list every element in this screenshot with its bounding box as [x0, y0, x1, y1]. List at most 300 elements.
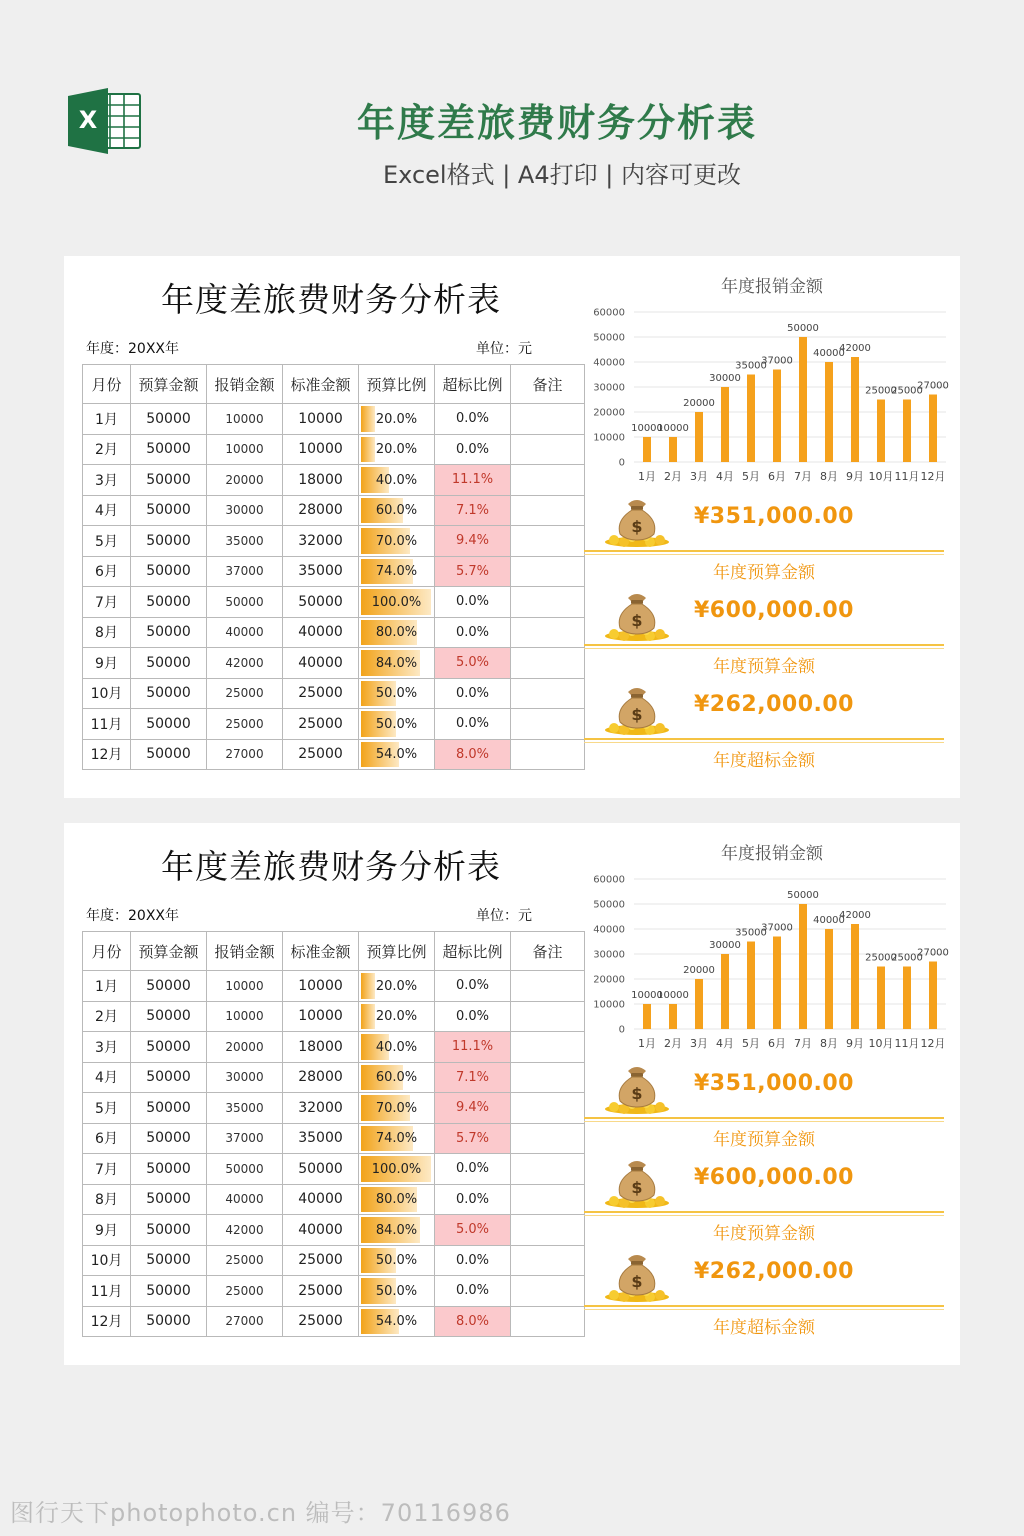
- budget-ratio-cell[interactable]: [359, 1032, 435, 1063]
- bar[interactable]: [929, 395, 937, 463]
- reimburse-cell[interactable]: 42000: [207, 648, 283, 679]
- ratio-value: 50.0%: [375, 716, 418, 732]
- x-tick-label: 10月: [868, 1037, 894, 1050]
- summary-label: 年度预算金额: [713, 1130, 815, 1150]
- month-cell[interactable]: 12月: [83, 739, 131, 770]
- y-tick-label: 0: [618, 457, 625, 469]
- month-cell[interactable]: 11月: [83, 1276, 131, 1307]
- budget-ratio-cell[interactable]: [359, 1154, 435, 1185]
- data-label: 42000: [839, 343, 871, 354]
- table-row: [83, 617, 585, 648]
- budget-cell[interactable]: 50000: [131, 587, 207, 618]
- divider: [584, 648, 944, 649]
- month-cell[interactable]: 2月: [83, 1001, 131, 1032]
- summary-label: 年度超标金额: [713, 1318, 815, 1338]
- bar[interactable]: [903, 967, 911, 1030]
- note-cell[interactable]: [511, 617, 585, 648]
- standard-cell[interactable]: 10000: [283, 971, 359, 1002]
- summary-card: [584, 676, 944, 770]
- note-cell[interactable]: [511, 526, 585, 557]
- bar[interactable]: [903, 400, 911, 463]
- reimburse-cell[interactable]: 25000: [207, 1276, 283, 1307]
- month-cell[interactable]: 5月: [83, 1093, 131, 1124]
- x-tick-label: 4月: [716, 470, 734, 483]
- note-cell[interactable]: [511, 1093, 585, 1124]
- standard-cell[interactable]: 25000: [283, 1276, 359, 1307]
- reimburse-cell[interactable]: 37000: [207, 556, 283, 587]
- x-tick-label: 1月: [638, 470, 656, 483]
- reimburse-cell[interactable]: 30000: [207, 495, 283, 526]
- data-label: 27000: [917, 380, 949, 392]
- bar[interactable]: [695, 979, 703, 1029]
- budget-ratio-cell[interactable]: [359, 1093, 435, 1124]
- data-label: 35000: [735, 360, 767, 372]
- budget-ratio-cell[interactable]: [359, 648, 435, 679]
- reimburse-cell[interactable]: 25000: [207, 1245, 283, 1276]
- budget-cell[interactable]: 50000: [131, 495, 207, 526]
- month-cell[interactable]: 7月: [83, 1154, 131, 1185]
- ratio-value: 20.0%: [375, 1009, 418, 1025]
- table-row: [83, 1001, 585, 1032]
- ratio-value: 80.0%: [375, 1192, 418, 1208]
- reimburse-cell[interactable]: 10000: [207, 434, 283, 465]
- month-cell[interactable]: 9月: [83, 648, 131, 679]
- bar[interactable]: [747, 942, 755, 1030]
- budget-cell[interactable]: 50000: [131, 1276, 207, 1307]
- over-ratio-cell[interactable]: 11.1%: [435, 465, 511, 496]
- month-cell[interactable]: 3月: [83, 465, 131, 496]
- y-tick-label: 40000: [593, 924, 625, 936]
- summary-card: [584, 488, 944, 582]
- bar[interactable]: [851, 357, 859, 462]
- sheet-title: 年度差旅费财务分析表: [161, 280, 501, 319]
- standard-cell[interactable]: 10000: [283, 404, 359, 435]
- divider: [584, 554, 944, 555]
- reimburse-cell[interactable]: 35000: [207, 1093, 283, 1124]
- watermark: 图行天下photophoto.cn 编号：70116986: [10, 1499, 511, 1527]
- table-header-row: [83, 932, 585, 971]
- bar[interactable]: [773, 937, 781, 1030]
- budget-ratio-cell[interactable]: [359, 404, 435, 435]
- reimburse-cell[interactable]: 27000: [207, 1306, 283, 1337]
- y-tick-label: 50000: [593, 332, 625, 344]
- bar[interactable]: [929, 962, 937, 1030]
- budget-cell[interactable]: 50000: [131, 465, 207, 496]
- year-label: 年度：20XX年: [86, 341, 179, 357]
- bar[interactable]: [799, 904, 807, 1029]
- page-title: 年度差旅费财务分析表: [356, 101, 757, 145]
- x-tick-label: 9月: [846, 470, 864, 483]
- ratio-value: 40.0%: [375, 472, 418, 488]
- month-cell[interactable]: 10月: [83, 678, 131, 709]
- standard-cell[interactable]: 25000: [283, 1245, 359, 1276]
- data-label: 10000: [657, 423, 689, 434]
- budget-ratio-cell[interactable]: [359, 1184, 435, 1215]
- ratio-value: 74.0%: [375, 1131, 418, 1147]
- budget-ratio-cell[interactable]: [359, 971, 435, 1002]
- divider: [584, 550, 944, 552]
- table-row: [83, 465, 585, 496]
- column-header: 标准金额: [283, 365, 359, 404]
- over-ratio-cell[interactable]: 0.0%: [435, 1001, 511, 1032]
- standard-cell[interactable]: 50000: [283, 1154, 359, 1185]
- note-cell[interactable]: [511, 434, 585, 465]
- note-cell[interactable]: [511, 1245, 585, 1276]
- standard-cell[interactable]: 40000: [283, 617, 359, 648]
- budget-ratio-cell[interactable]: [359, 1276, 435, 1307]
- over-ratio-cell[interactable]: 7.1%: [435, 495, 511, 526]
- money-bag-icon: [602, 492, 672, 548]
- bar[interactable]: [773, 370, 781, 463]
- budget-ratio-cell[interactable]: [359, 1215, 435, 1246]
- note-cell[interactable]: [511, 678, 585, 709]
- note-cell[interactable]: [511, 404, 585, 435]
- budget-ratio-cell[interactable]: [359, 739, 435, 770]
- divider: [584, 644, 944, 646]
- standard-cell[interactable]: 28000: [283, 1062, 359, 1093]
- reimburse-cell[interactable]: 37000: [207, 1123, 283, 1154]
- budget-cell[interactable]: 50000: [131, 1215, 207, 1246]
- data-label: 10000: [631, 990, 663, 1001]
- month-cell[interactable]: 6月: [83, 556, 131, 587]
- reimburse-cell[interactable]: 25000: [207, 678, 283, 709]
- note-cell[interactable]: [511, 1276, 585, 1307]
- bar[interactable]: [721, 387, 729, 462]
- bar[interactable]: [851, 924, 859, 1029]
- x-tick-label: 12月: [920, 1037, 946, 1050]
- budget-cell[interactable]: 50000: [131, 404, 207, 435]
- y-tick-label: 20000: [593, 974, 625, 986]
- standard-cell[interactable]: 25000: [283, 739, 359, 770]
- reimburse-cell[interactable]: 20000: [207, 465, 283, 496]
- bar-chart: [584, 823, 960, 1055]
- standard-cell[interactable]: 32000: [283, 1093, 359, 1124]
- over-ratio-cell[interactable]: 11.1%: [435, 1032, 511, 1063]
- svg-text:$: $: [631, 611, 643, 630]
- month-cell[interactable]: 9月: [83, 1215, 131, 1246]
- budget-ratio-cell[interactable]: [359, 434, 435, 465]
- over-ratio-cell[interactable]: 5.0%: [435, 1215, 511, 1246]
- divider: [584, 1121, 944, 1122]
- x-tick-label: 7月: [794, 1037, 812, 1050]
- month-cell[interactable]: 5月: [83, 526, 131, 557]
- budget-cell[interactable]: 50000: [131, 526, 207, 557]
- bar[interactable]: [825, 929, 833, 1029]
- bar[interactable]: [721, 954, 729, 1029]
- bar[interactable]: [877, 400, 885, 463]
- divider: [584, 738, 944, 740]
- reimburse-cell[interactable]: 50000: [207, 1154, 283, 1185]
- standard-cell[interactable]: 10000: [283, 434, 359, 465]
- budget-ratio-cell[interactable]: [359, 709, 435, 740]
- over-ratio-cell[interactable]: 7.1%: [435, 1062, 511, 1093]
- reimburse-cell[interactable]: 35000: [207, 526, 283, 557]
- reimburse-cell[interactable]: 50000: [207, 587, 283, 618]
- month-cell[interactable]: 11月: [83, 709, 131, 740]
- svg-text:X: X: [78, 106, 98, 134]
- y-tick-label: 60000: [593, 307, 625, 319]
- over-ratio-cell[interactable]: 0.0%: [435, 1184, 511, 1215]
- ratio-value: 60.0%: [375, 1070, 418, 1086]
- table-row: [83, 556, 585, 587]
- note-cell[interactable]: [511, 465, 585, 496]
- note-cell[interactable]: [511, 1154, 585, 1185]
- ratio-value: 60.0%: [375, 503, 418, 519]
- month-cell[interactable]: 1月: [83, 971, 131, 1002]
- y-tick-label: 0: [618, 1024, 625, 1036]
- over-ratio-cell[interactable]: 0.0%: [435, 1276, 511, 1307]
- table-row: [83, 1276, 585, 1307]
- note-cell[interactable]: [511, 1032, 585, 1063]
- data-label: 50000: [787, 890, 819, 901]
- standard-cell[interactable]: 40000: [283, 1215, 359, 1246]
- budget-ratio-cell[interactable]: [359, 1306, 435, 1337]
- standard-cell[interactable]: 18000: [283, 1032, 359, 1063]
- budget-ratio-cell[interactable]: [359, 1245, 435, 1276]
- table-row: [83, 1184, 585, 1215]
- sheet-title: 年度差旅费财务分析表: [161, 847, 501, 886]
- ratio-value: 50.0%: [375, 686, 418, 702]
- column-header: 预算金额: [131, 932, 207, 971]
- x-tick-label: 5月: [742, 470, 760, 483]
- over-ratio-cell[interactable]: 9.4%: [435, 1093, 511, 1124]
- reimburse-cell[interactable]: 10000: [207, 971, 283, 1002]
- over-ratio-cell[interactable]: 0.0%: [435, 678, 511, 709]
- note-cell[interactable]: [511, 1001, 585, 1032]
- over-ratio-cell[interactable]: 0.0%: [435, 587, 511, 618]
- budget-ratio-cell[interactable]: [359, 617, 435, 648]
- note-cell[interactable]: [511, 587, 585, 618]
- summary-label: 年度超标金额: [713, 751, 815, 771]
- budget-ratio-cell[interactable]: [359, 587, 435, 618]
- table-row: [83, 1245, 585, 1276]
- reimburse-cell[interactable]: 10000: [207, 1001, 283, 1032]
- table-row: [83, 587, 585, 618]
- month-cell[interactable]: 2月: [83, 434, 131, 465]
- x-tick-label: 6月: [768, 470, 786, 483]
- over-ratio-cell[interactable]: 0.0%: [435, 971, 511, 1002]
- y-tick-label: 50000: [593, 899, 625, 911]
- data-label: 42000: [839, 910, 871, 921]
- note-cell[interactable]: [511, 648, 585, 679]
- month-cell[interactable]: 6月: [83, 1123, 131, 1154]
- budget-cell[interactable]: 50000: [131, 1093, 207, 1124]
- month-cell[interactable]: 8月: [83, 1184, 131, 1215]
- table-row: [83, 404, 585, 435]
- standard-cell[interactable]: 50000: [283, 587, 359, 618]
- summary-amount: ¥600,000.00: [694, 598, 854, 623]
- over-ratio-cell[interactable]: 5.0%: [435, 648, 511, 679]
- over-ratio-cell[interactable]: 8.0%: [435, 1306, 511, 1337]
- standard-cell[interactable]: 40000: [283, 648, 359, 679]
- standard-cell[interactable]: 25000: [283, 709, 359, 740]
- over-ratio-cell[interactable]: 5.7%: [435, 556, 511, 587]
- note-cell[interactable]: [511, 1184, 585, 1215]
- table-row: [83, 434, 585, 465]
- money-bag-icon: [602, 586, 672, 642]
- ratio-value: 54.0%: [375, 1314, 418, 1330]
- reimburse-cell[interactable]: 20000: [207, 1032, 283, 1063]
- over-ratio-cell[interactable]: 8.0%: [435, 739, 511, 770]
- over-ratio-cell[interactable]: 5.7%: [435, 1123, 511, 1154]
- column-header: 超标比例: [435, 365, 511, 404]
- over-ratio-cell[interactable]: 0.0%: [435, 1245, 511, 1276]
- x-tick-label: 1月: [638, 1037, 656, 1050]
- budget-ratio-cell[interactable]: [359, 1062, 435, 1093]
- column-header: 预算比例: [359, 932, 435, 971]
- data-label: 30000: [709, 373, 741, 384]
- budget-cell[interactable]: 50000: [131, 1154, 207, 1185]
- bar[interactable]: [643, 1004, 651, 1029]
- note-cell[interactable]: [511, 739, 585, 770]
- over-ratio-cell[interactable]: 0.0%: [435, 1154, 511, 1185]
- standard-cell[interactable]: 35000: [283, 1123, 359, 1154]
- standard-cell[interactable]: 32000: [283, 526, 359, 557]
- note-cell[interactable]: [511, 1123, 585, 1154]
- month-cell[interactable]: 10月: [83, 1245, 131, 1276]
- bar[interactable]: [877, 967, 885, 1030]
- data-label: 10000: [631, 423, 663, 434]
- budget-cell[interactable]: 50000: [131, 1001, 207, 1032]
- divider: [584, 1211, 944, 1213]
- table-row: [83, 495, 585, 526]
- summary-amount: ¥351,000.00: [694, 504, 854, 529]
- x-tick-label: 11月: [894, 470, 920, 483]
- unit-label: 单位：元: [476, 908, 532, 924]
- x-tick-label: 5月: [742, 1037, 760, 1050]
- budget-cell[interactable]: 50000: [131, 556, 207, 587]
- standard-cell[interactable]: 10000: [283, 1001, 359, 1032]
- table-row: [83, 739, 585, 770]
- budget-cell[interactable]: 50000: [131, 739, 207, 770]
- reimburse-cell[interactable]: 27000: [207, 739, 283, 770]
- table-row: [83, 1123, 585, 1154]
- ratio-value: 40.0%: [375, 1039, 418, 1055]
- bar[interactable]: [669, 1004, 677, 1029]
- over-ratio-cell[interactable]: 9.4%: [435, 526, 511, 557]
- over-ratio-cell[interactable]: 0.0%: [435, 434, 511, 465]
- x-tick-label: 2月: [664, 470, 682, 483]
- summary-card: [584, 1149, 944, 1243]
- svg-text:$: $: [631, 1084, 643, 1103]
- budget-cell[interactable]: 50000: [131, 1184, 207, 1215]
- reimburse-cell[interactable]: 25000: [207, 709, 283, 740]
- bar-chart: [584, 256, 960, 488]
- ratio-value: 80.0%: [375, 625, 418, 641]
- note-cell[interactable]: [511, 1062, 585, 1093]
- data-label: 40000: [813, 915, 845, 926]
- note-cell[interactable]: [511, 495, 585, 526]
- summary-label: 年度预算金额: [713, 657, 815, 677]
- note-cell[interactable]: [511, 971, 585, 1002]
- data-label: 50000: [787, 323, 819, 334]
- ratio-value: 54.0%: [375, 747, 418, 763]
- ratio-value: 100.0%: [371, 1161, 422, 1177]
- month-cell[interactable]: 7月: [83, 587, 131, 618]
- month-cell[interactable]: 12月: [83, 1306, 131, 1337]
- budget-ratio-cell[interactable]: [359, 526, 435, 557]
- divider: [584, 1309, 944, 1310]
- note-cell[interactable]: [511, 709, 585, 740]
- bar[interactable]: [669, 437, 677, 462]
- budget-cell[interactable]: 50000: [131, 617, 207, 648]
- standard-cell[interactable]: 35000: [283, 556, 359, 587]
- budget-cell[interactable]: 50000: [131, 434, 207, 465]
- month-cell[interactable]: 1月: [83, 404, 131, 435]
- standard-cell[interactable]: 25000: [283, 678, 359, 709]
- budget-cell[interactable]: 50000: [131, 709, 207, 740]
- budget-cell[interactable]: 50000: [131, 1306, 207, 1337]
- x-tick-label: 7月: [794, 470, 812, 483]
- reimburse-cell[interactable]: 10000: [207, 404, 283, 435]
- budget-ratio-cell[interactable]: [359, 678, 435, 709]
- month-cell[interactable]: 3月: [83, 1032, 131, 1063]
- table-row: [83, 1062, 585, 1093]
- budget-cell[interactable]: 50000: [131, 1123, 207, 1154]
- month-cell[interactable]: 4月: [83, 495, 131, 526]
- month-cell[interactable]: 4月: [83, 1062, 131, 1093]
- bar[interactable]: [825, 362, 833, 462]
- budget-cell[interactable]: 50000: [131, 1032, 207, 1063]
- bar[interactable]: [643, 437, 651, 462]
- table-header-row: [83, 365, 585, 404]
- month-cell[interactable]: 8月: [83, 617, 131, 648]
- standard-cell[interactable]: 25000: [283, 1306, 359, 1337]
- budget-cell[interactable]: 50000: [131, 1245, 207, 1276]
- budget-cell[interactable]: 50000: [131, 971, 207, 1002]
- over-ratio-cell[interactable]: 0.0%: [435, 709, 511, 740]
- budget-cell[interactable]: 50000: [131, 1062, 207, 1093]
- budget-ratio-cell[interactable]: [359, 1001, 435, 1032]
- bar[interactable]: [695, 412, 703, 462]
- budget-ratio-cell[interactable]: [359, 465, 435, 496]
- ratio-value: 70.0%: [375, 533, 418, 549]
- reimburse-cell[interactable]: 40000: [207, 617, 283, 648]
- reimburse-cell[interactable]: 42000: [207, 1215, 283, 1246]
- year-label: 年度：20XX年: [86, 908, 179, 924]
- divider: [584, 1215, 944, 1216]
- y-tick-label: 20000: [593, 407, 625, 419]
- reimburse-cell[interactable]: 30000: [207, 1062, 283, 1093]
- bar[interactable]: [799, 337, 807, 462]
- budget-cell[interactable]: 50000: [131, 648, 207, 679]
- budget-ratio-cell[interactable]: [359, 495, 435, 526]
- reimburse-cell[interactable]: 40000: [207, 1184, 283, 1215]
- bar[interactable]: [747, 375, 755, 463]
- over-ratio-cell[interactable]: 0.0%: [435, 404, 511, 435]
- note-cell[interactable]: [511, 1215, 585, 1246]
- budget-ratio-cell[interactable]: [359, 1123, 435, 1154]
- note-cell[interactable]: [511, 556, 585, 587]
- data-label: 37000: [761, 355, 793, 367]
- summary-label: 年度预算金额: [713, 1224, 815, 1244]
- summary-amount: ¥262,000.00: [694, 1259, 854, 1284]
- note-cell[interactable]: [511, 1306, 585, 1337]
- over-ratio-cell[interactable]: 0.0%: [435, 617, 511, 648]
- standard-cell[interactable]: 40000: [283, 1184, 359, 1215]
- page-subtitle: Excel格式 | A4打印 | 内容可更改: [383, 161, 741, 189]
- budget-ratio-cell[interactable]: [359, 556, 435, 587]
- standard-cell[interactable]: 18000: [283, 465, 359, 496]
- x-tick-label: 12月: [920, 470, 946, 483]
- x-tick-label: 8月: [820, 470, 838, 483]
- column-header: 报销金额: [207, 365, 283, 404]
- budget-cell[interactable]: 50000: [131, 678, 207, 709]
- ratio-value: 20.0%: [375, 978, 418, 994]
- standard-cell[interactable]: 28000: [283, 495, 359, 526]
- svg-text:$: $: [631, 517, 643, 536]
- y-tick-label: 40000: [593, 357, 625, 369]
